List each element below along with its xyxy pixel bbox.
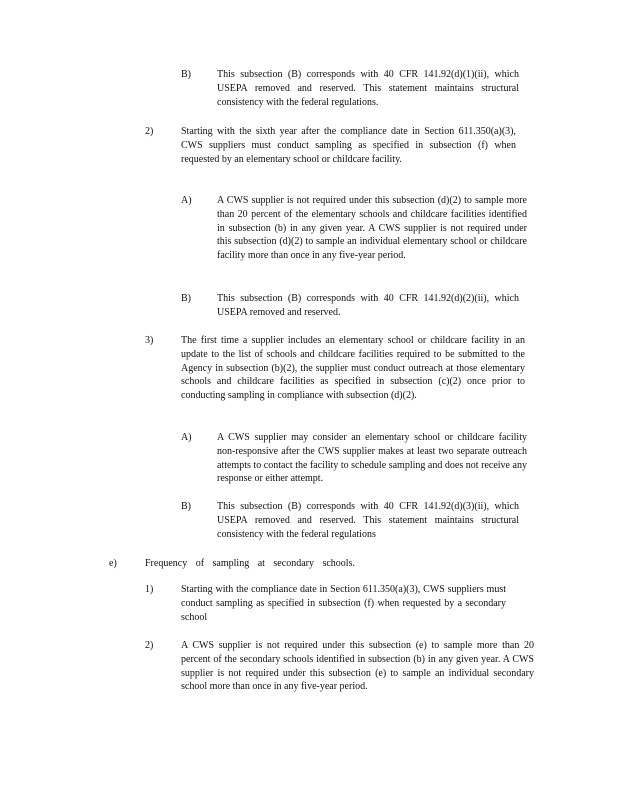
item-label: 3) xyxy=(145,335,154,346)
item-text: The first time a supplier includes an elementary school or childcare facility in an update to the list of schools and childcare facilities required to be submitted to the Agency in subsection (b)(2), the supplier must conduct outreach at those elementary schools and childcare facilities as specified in subsection (c)(2) once prior to conducting sampling in compliance with subsection (d)(2). xyxy=(181,335,525,402)
item-label: B) xyxy=(181,69,191,80)
item-text: Frequency of sampling at secondary schools. xyxy=(145,558,355,569)
item-text: This subsection (B) corresponds with 40 CFR 141.92(d)(3)(ii), which USEPA removed and reserved. This statement maintains structural consistency with the federal regulations xyxy=(217,501,519,540)
item-text: A CWS supplier may consider an elementary school or childcare facility non-responsive after the CWS supplier makes at least two separate outreach attempts to contact the facility to schedule sampling and does not receive any response or either attempt. xyxy=(217,432,527,485)
item-text: A CWS supplier is not required under this subsection (e) to sample more than 20 percent of the secondary schools identified in subsection (b) in any given year. A CWS supplier is not required under this subsection (e) to sample an individual secondary school more than once in any five-year period. xyxy=(181,640,534,693)
item-label: B) xyxy=(181,293,191,304)
item-label: 1) xyxy=(145,584,154,595)
item-text: This subsection (B) corresponds with 40 CFR 141.92(d)(1)(ii), which USEPA removed and reserved. This statement maintains structural consistency with the federal regulations. xyxy=(217,69,519,108)
item-label: A) xyxy=(181,195,192,206)
item-text: A CWS supplier is not required under this subsection (d)(2) to sample more than 20 percent of the elementary schools and childcare facilities identified in subsection (b) in any given year. A CWS supplier is not required under this subsection (d)(2) to sample an individual elementary school or childcare facility more than once in any five-year period. xyxy=(217,195,527,262)
item-text: This subsection (B) corresponds with 40 CFR 141.92(d)(2)(ii), which USEPA removed and reserved. xyxy=(217,293,519,318)
item-label: e) xyxy=(109,558,117,569)
item-label: 2) xyxy=(145,126,154,137)
item-label: B) xyxy=(181,501,191,512)
item-label: 2) xyxy=(145,640,154,651)
item-text: Starting with the compliance date in Section 611.350(a)(3), CWS suppliers must conduct sampling as specified in subsection (f) when requested by a secondary school xyxy=(181,584,506,623)
item-text: Starting with the sixth year after the compliance date in Section 611.350(a)(3), CWS suppliers must conduct sampling as specified in subsection (f) when requested by an elementary school or childcare facility. xyxy=(181,126,516,165)
item-label: A) xyxy=(181,432,192,443)
